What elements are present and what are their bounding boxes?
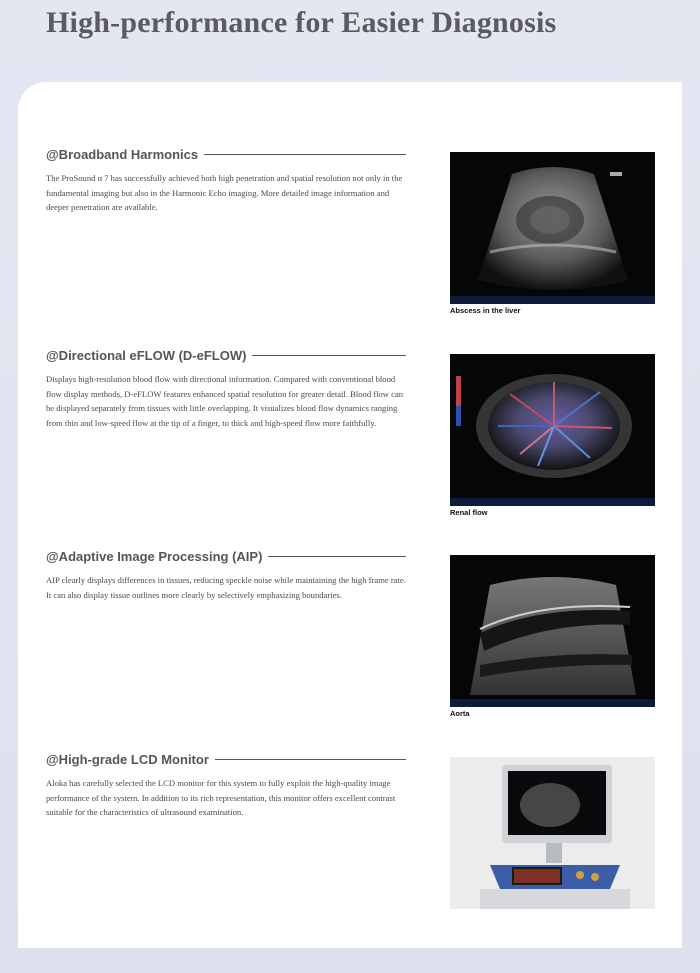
figure-lcd-monitor (450, 757, 655, 909)
section-title: @Adaptive Image Processing (AIP) (46, 548, 263, 564)
section-rule (215, 759, 406, 760)
ultrasound-image-renal-flow (450, 354, 655, 506)
section-lcd-monitor (46, 750, 406, 820)
section-directional-eflow (46, 346, 406, 430)
figure-liver (450, 152, 655, 315)
section-rule (204, 154, 406, 155)
lcd-monitor-photo (450, 757, 655, 909)
section-rule (252, 355, 406, 356)
section-broadband-harmonics (46, 145, 406, 215)
section-title: @Directional eFLOW (D-eFLOW) (46, 347, 247, 363)
section-adaptive-image-processing (46, 547, 406, 602)
figure-caption: Aorta (450, 709, 470, 718)
ultrasound-image-liver (450, 152, 655, 304)
section-title: @High-grade LCD Monitor (46, 751, 209, 767)
figure-caption: Renal flow (450, 508, 488, 517)
section-body: AIP clearly displays differences in tissues, reducing speckle noise while maintaining the high frame rate. It can also display tissue outlines more clearly by selectively emphasizing boundaries. (46, 575, 406, 600)
figure-caption: Abscess in the liver (450, 306, 521, 315)
section-rule (268, 556, 406, 557)
section-body: The ProSound α 7 has successfully achieved both high penetration and spatial resolution not only in the fundamental imaging but also in the Harmonic Echo imaging. More detailed image information and deeper penetration are available. (46, 173, 403, 213)
section-body: Displays high-resolution blood flow with directional information. Compared with conventional blood flow display methods, D-eFLOW features enhanced spatial resolution for greater detail. Blood flow can be displayed separately from tissues with little overlapping. It visualizes blood flow dynamics ranging from thin and low-speed flow at the tip of a finger, to thick and high-speed flow more faithfully. (46, 374, 404, 428)
figure-renal (450, 354, 655, 517)
section-title: @Broadband Harmonics (46, 146, 199, 162)
page-title: High-performance for Easier Diagnosis (46, 6, 557, 39)
section-body: Aloka has carefully selected the LCD monitor for this system to fully exploit the high-quality image performance of the system. In addition to its rich representation, this monitor offers excellent contrast suitable for the characteristics of ultrasound examination. (46, 778, 396, 818)
ultrasound-image-aorta (450, 555, 655, 707)
figure-aorta (450, 555, 655, 718)
